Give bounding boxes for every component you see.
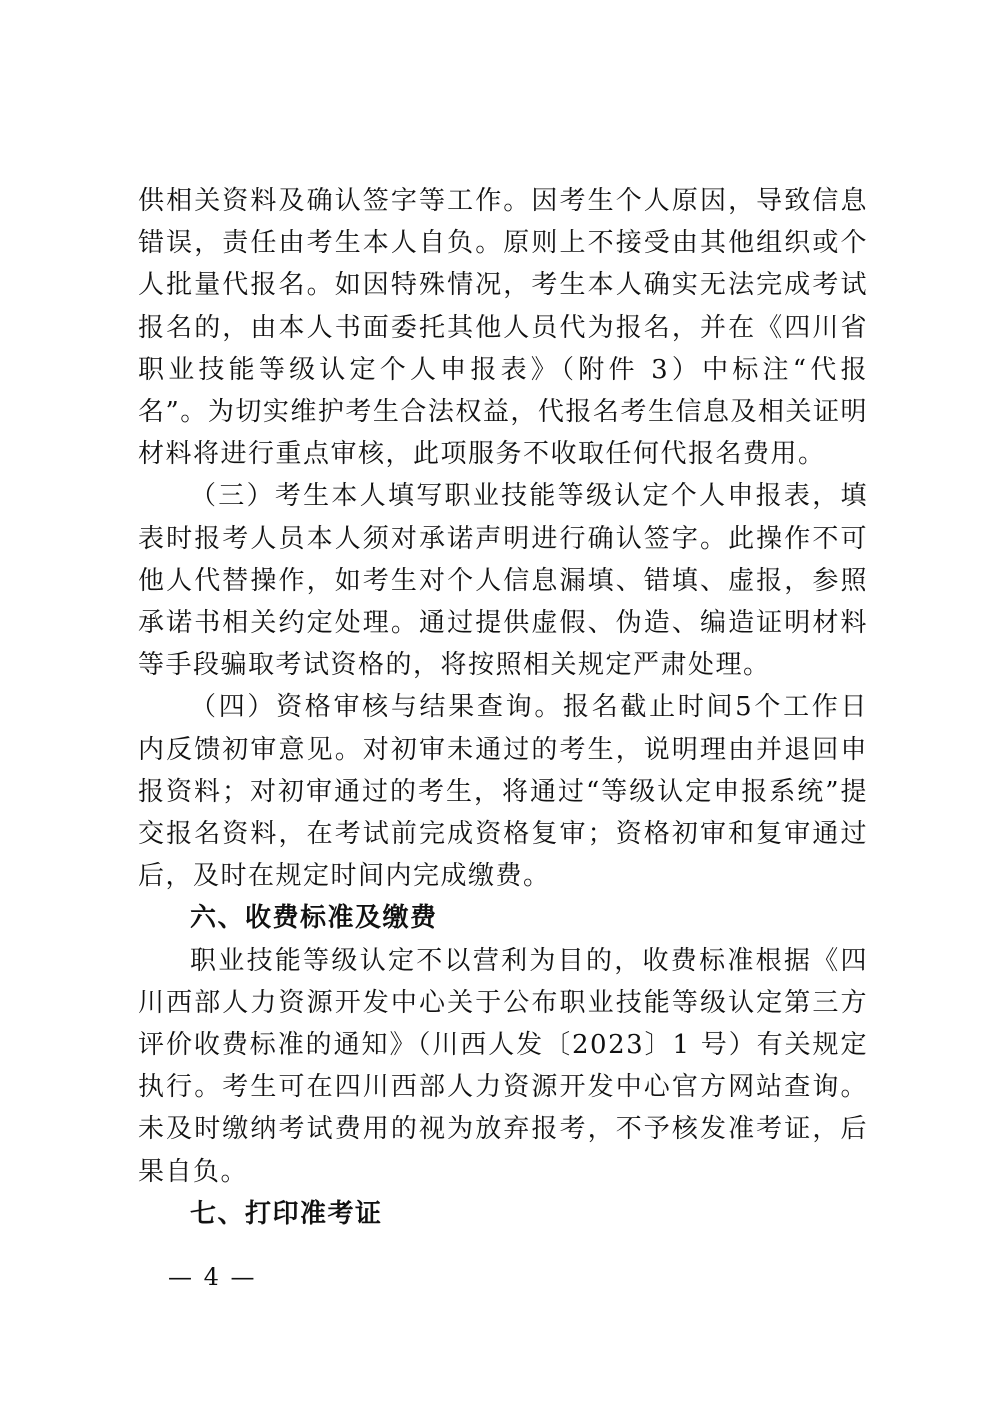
paragraph-item-three: （三）考生本人填写职业技能等级认定个人申报表，填表时报考人员本人须对承诺声明进行确认签字。此操作不可他人代替操作，如考生对个人信息漏填、错填、虚报，参照承诺书相关约定处理。通过提供虚假、伪造、编造证明材料等手段骗取考试资格的，将按照相关规定严肃处理。 (138, 481, 868, 681)
paragraph-fees: 职业技能等级认定不以营利为目的，收费标准根据《四川西部人力资源开发中心关于公布职业技能等级认定第三方评价收费标准的通知》（川西人发〔2023〕1 号）有关规定执行。考生可在四川西部人力资源开发中心官方网站查询。未及时缴纳考试费用的视为放弃报考，不予核发准考证，后果自负。 (138, 945, 868, 1187)
page-number: — 4 — (168, 1263, 257, 1291)
section-heading-fees: 六、收费标准及缴费 (190, 903, 438, 934)
section-heading-admission-ticket: 七、打印准考证 (190, 1198, 383, 1229)
paragraph-continuation: 供相关资料及确认签字等工作。因考生个人原因，导致信息错误，责任由考生本人自负。原则上不接受由其他组织或个人批量代报名。如因特殊情况，考生本人确实无法完成考试报名的，由本人书面委托其他人员代为报名，并在《四川省职业技能等级认定个人申报表》（附件 3）中标注“代报名”。为切实维护考生合法权益，代报名考生信息及相关证明材料将进行重点审核，此项服务不收取任何代报名费用。 (138, 186, 868, 470)
paragraph-item-four: （四）资格审核与结果查询。报名截止时间5个工作日内反馈初审意见。对初审未通过的考生，说明理由并退回申报资料；对初审通过的考生，将通过“等级认定申报系统”提交报名资料，在考试前完成资格复审；资格初审和复审通过后，及时在规定时间内完成缴费。 (138, 692, 868, 892)
document-body (138, 180, 868, 1235)
